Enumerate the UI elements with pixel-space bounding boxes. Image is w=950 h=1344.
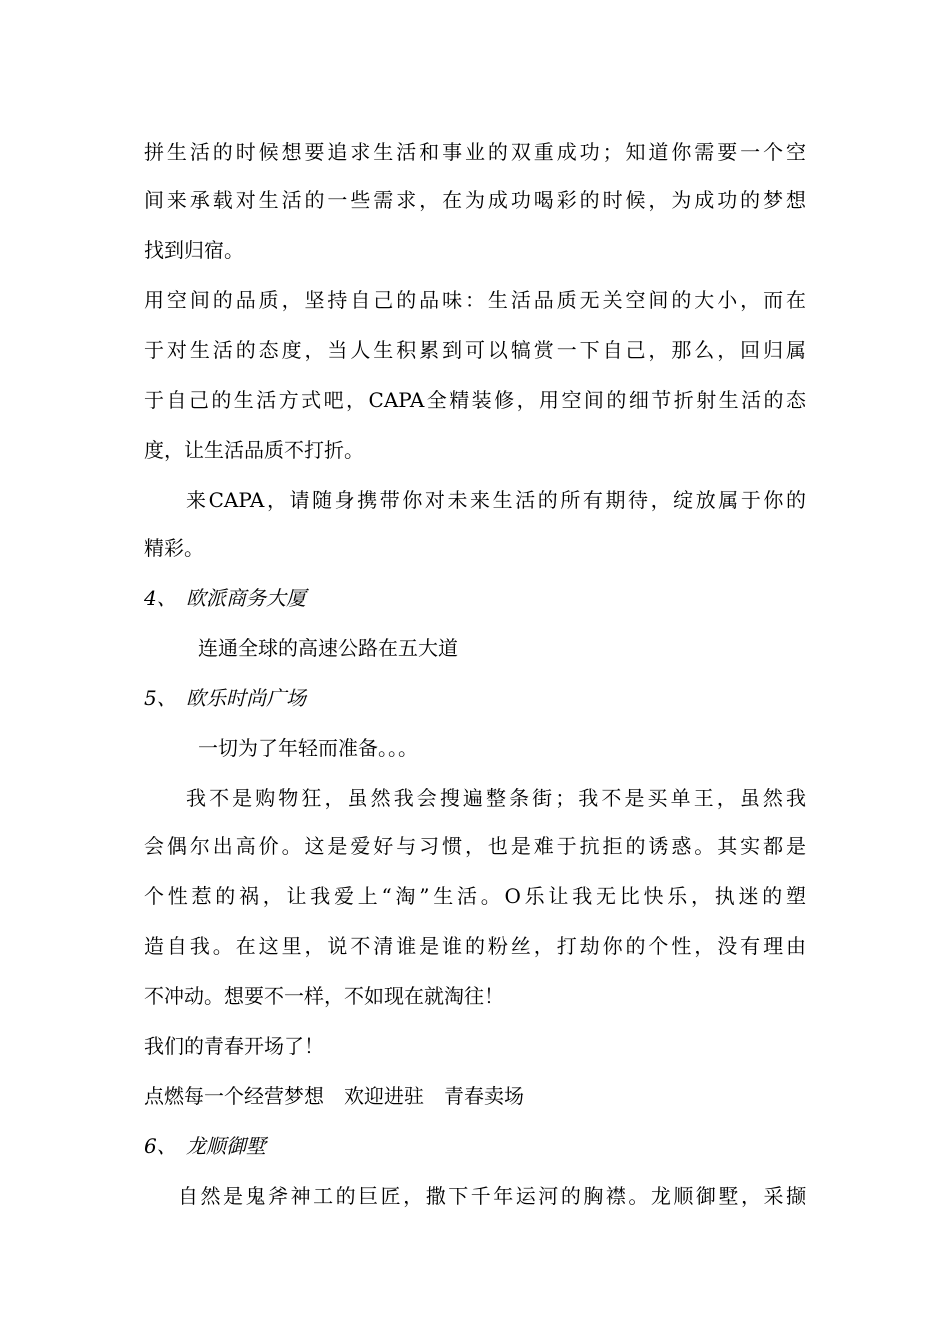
paragraph-line: 用空间的品质，坚持自己的品味：生活品质无关空间的大小，而在: [144, 288, 806, 312]
section-heading-5: [144, 686, 306, 710]
section-title: 欧乐时尚广场: [186, 686, 306, 710]
paragraph-line: 于自己的生活方式吧，CAPA全精装修，用空间的细节折射生活的态: [144, 388, 806, 412]
paragraph-line: 度，让生活品质不打折。: [144, 438, 364, 462]
section-number: 4、: [144, 586, 177, 610]
section-number: 5、: [144, 686, 177, 710]
paragraph-line: 会偶尔出高价。这是爱好与习惯，也是难于抗拒的诱惑。其实都是: [144, 834, 806, 858]
paragraph-line: 造自我。在这里，说不清谁是谁的粉丝，打劫你的个性，没有理由: [144, 934, 806, 958]
paragraph-line: 精彩。: [144, 536, 204, 560]
paragraph-line: 来CAPA，请随身携带你对未来生活的所有期待，绽放属于你的: [186, 488, 806, 512]
paragraph-line: 自然是鬼斧神工的巨匠，撒下千年运河的胸襟。龙顺御墅，采撷: [178, 1184, 806, 1208]
section-title: 欧派商务大厦: [186, 586, 306, 610]
paragraph-line: 间来承载对生活的一些需求，在为成功喝彩的时候，为成功的梦想: [144, 188, 806, 212]
tagline: 一切为了年轻而准备。。。: [198, 736, 418, 760]
paragraph-line: 找到归宿。: [144, 238, 244, 262]
paragraph-line: 个性惹的祸，让我爱上“淘”生活。O乐让我无比快乐，执迷的塑: [144, 884, 806, 908]
section-heading-4: [144, 586, 306, 610]
tagline: 连通全球的高速公路在五大道: [198, 636, 458, 660]
paragraph-line: 点燃每一个经营梦想 欢迎进驻 青春卖场: [144, 1084, 524, 1108]
paragraph-line: 于对生活的态度，当人生积累到可以犒赏一下自己，那么，回归属: [144, 338, 806, 362]
section-title: 龙顺御墅: [186, 1134, 266, 1158]
section-heading-6: [144, 1134, 266, 1158]
paragraph-line: 我们的青春开场了！: [144, 1034, 324, 1058]
paragraph-line: 我不是购物狂，虽然我会搜遍整条街；我不是买单王，虽然我: [186, 786, 806, 810]
paragraph-line: 拼生活的时候想要追求生活和事业的双重成功；知道你需要一个空: [144, 140, 806, 164]
paragraph-line: 不冲动。想要不一样，不如现在就淘往！: [144, 984, 504, 1008]
section-number: 6、: [144, 1134, 177, 1158]
